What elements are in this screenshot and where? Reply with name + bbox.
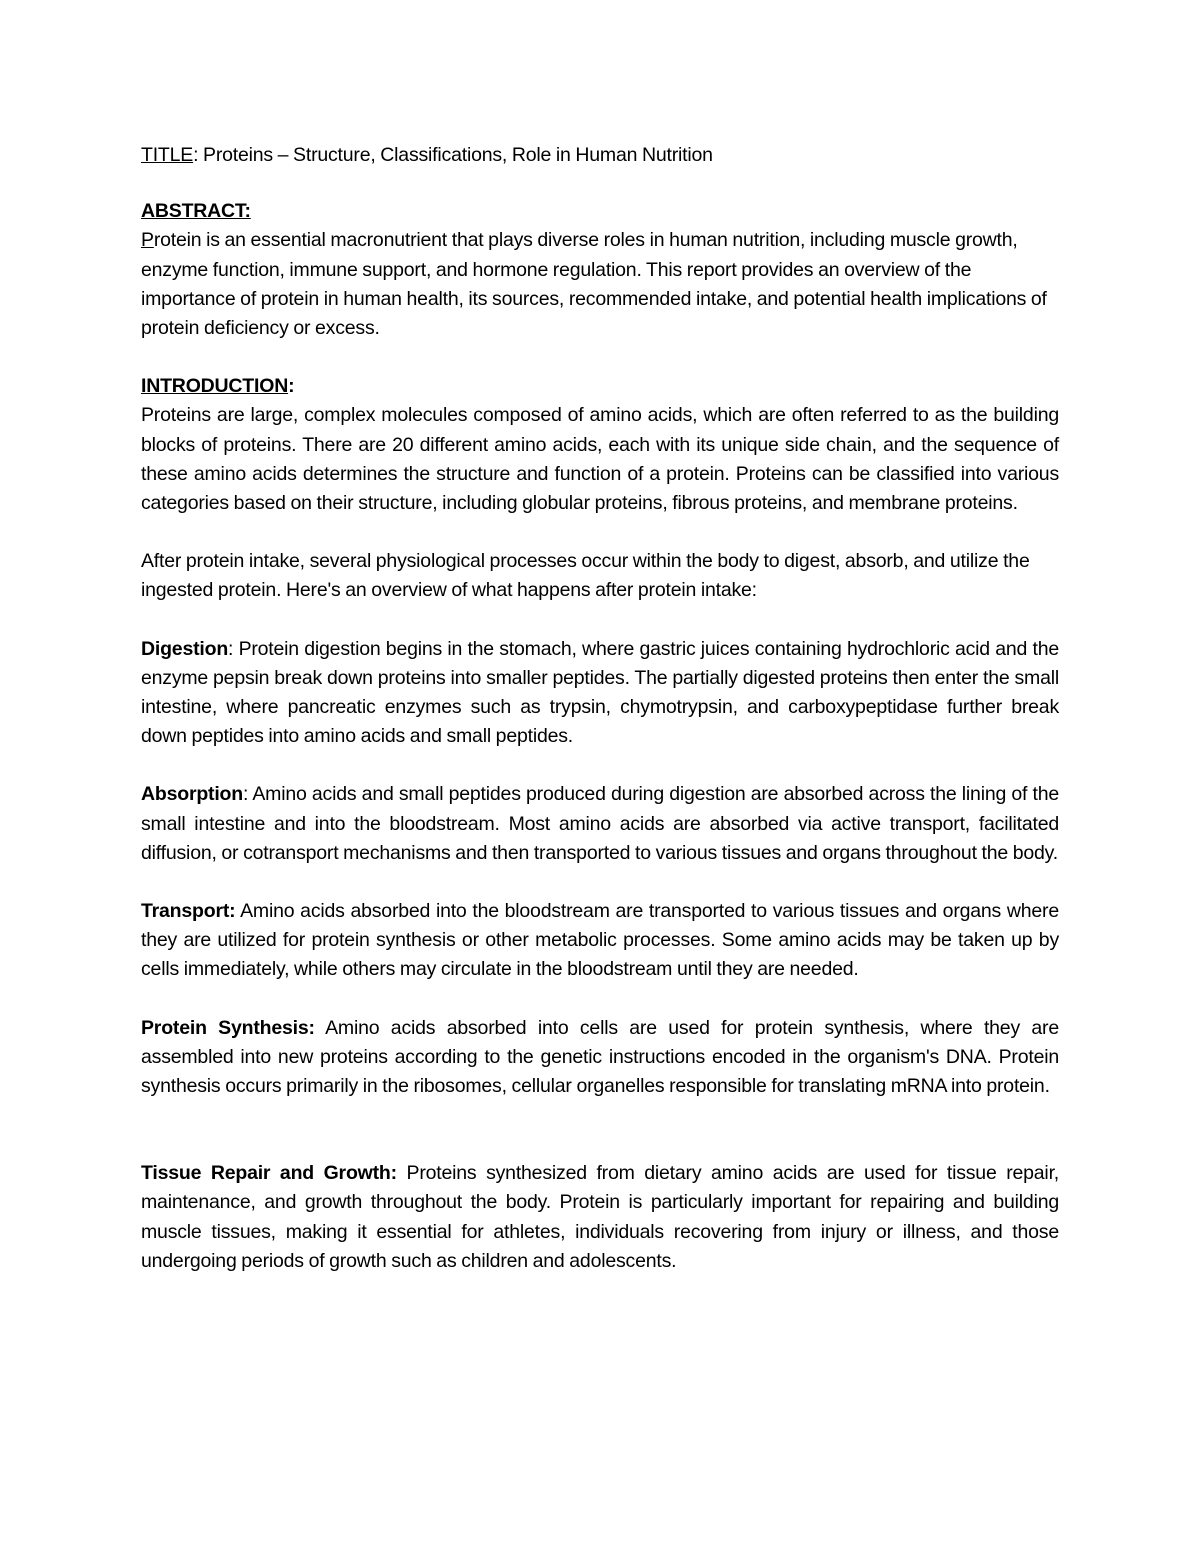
abstract-paragraph: [141, 226, 1059, 343]
introduction-heading-colon: :: [288, 375, 295, 398]
section-text: Amino acids absorbed into the bloodstream are transported to various tissues and organs where they are utilized for protein synthesis or other metabolic processes. Some amino acids may be taken up by cells immediately, while others may circulate in the bloodstream until they are needed.: [141, 900, 1059, 981]
section-text: Amino acids absorbed into cells are used for protein synthesis, where they are assembled into new proteins according to the genetic instructions encoded in the organism's DNA. Protein synthesis occurs primarily in the ribosomes, cellular organelles responsible for translating mRNA into protein.: [141, 1016, 1059, 1098]
section-text: Protein digestion begins in the stomach, where gastric juices containing hydrochloric acid and the enzyme pepsin break down proteins into smaller peptides. The partially digested proteins then enter the small intestine, where pancreatic enzymes such as trypsin, chymotrypsin, and carboxypeptidase further break down peptides into amino acids and small peptides.: [141, 637, 1059, 748]
introduction-heading-text: INTRODUCTION: [141, 375, 289, 398]
document-page: [141, 141, 1059, 1276]
section-absorption: [141, 780, 1059, 868]
section-text: Proteins synthesized from dietary amino acids are used for tissue repair, maintenance, and growth throughout the body. Protein is particularly important for repairing and building muscle tissues, making it essential for athletes, individuals recovering from injury or illness, and those undergoing periods of growth such as children and adolescents.: [141, 1162, 1060, 1272]
section-term: Tissue Repair and Growth:: [141, 1162, 397, 1185]
abstract-body: rotein is an essential macronutrient that plays diverse roles in human nutrition, including muscle growth, enzyme function, immune support, and hormone regulation. This report provides an overview of the importance of protein in human health, its sources, recommended intake, and potential health implications of protein deficiency or excess.: [141, 229, 1047, 340]
section-sep: :: [242, 783, 249, 806]
section-text: Amino acids and small peptides produced during digestion are absorbed across the lining of the small intestine and into the bloodstream. Most amino acids are absorbed via active transport, facilitated diffusion, or cotransport mechanisms and then transported to various tissues and organs throughout the body.: [141, 783, 1059, 864]
section-transport: [141, 897, 1059, 985]
section-term: Protein Synthesis:: [141, 1016, 315, 1039]
section-digestion: [141, 635, 1059, 752]
title-colon: :: [193, 144, 199, 166]
title-label: TITLE: [141, 144, 194, 166]
section-term: Transport:: [141, 900, 236, 923]
document-title: [141, 141, 1059, 170]
abstract-heading: [141, 197, 1059, 226]
introduction-paragraph-2: After protein intake, several physiological processes occur within the body to digest, absorb, and utilize the ingested protein. Here's an overview of what happens after protein intake:: [141, 550, 1030, 602]
section-sep: :: [228, 637, 234, 660]
section-term: Digestion: [141, 637, 229, 660]
title-text: Proteins – Structure, Classifications, Role in Human Nutrition: [198, 144, 713, 166]
introduction-paragraph-1: Proteins are large, complex molecules composed of amino acids, which are often referred to as the building blocks of proteins. There are 20 different amino acids, each with its unique side chain, and the sequence of these amino acids determines the structure and function of a protein. Proteins can be classified into various categories based on their structure, including globular proteins, fibrous proteins, and membrane proteins.: [141, 404, 1059, 515]
section-tissue-repair: [141, 1159, 1059, 1276]
introduction-heading: [141, 372, 1059, 401]
section-term: Absorption: [141, 783, 243, 806]
abstract-first-letter: P: [141, 229, 154, 252]
abstract-heading-text: ABSTRACT:: [141, 200, 251, 223]
section-protein-synthesis: [141, 1014, 1059, 1102]
